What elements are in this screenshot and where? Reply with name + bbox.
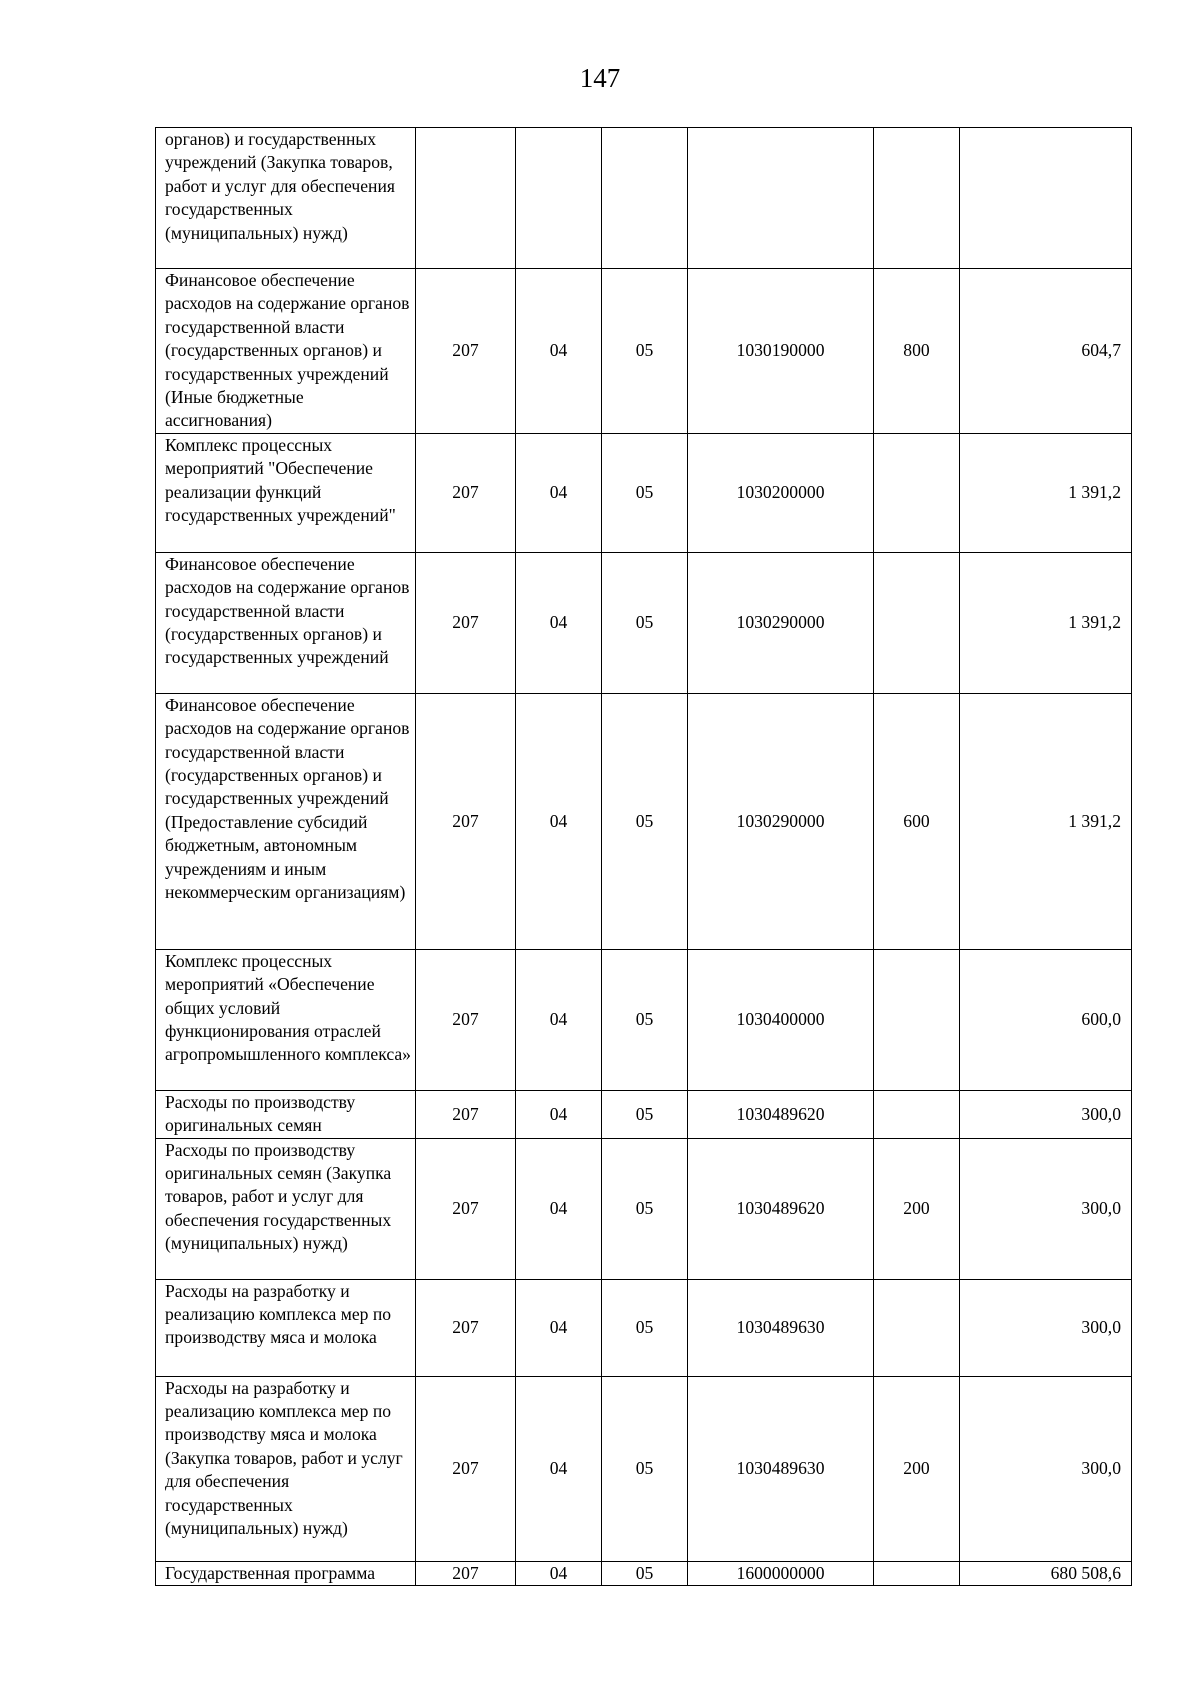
row-description: органов) и государственных учреждений (Закупка товаров, работ и услуг для обеспечения государственных (муниципальных) нужд) <box>156 128 416 269</box>
expense-type-code <box>874 1090 960 1138</box>
row-description: Расходы на разработку и реализацию комплекса мер по производству мяса и молока <box>156 1279 416 1376</box>
target-article-code: 1030290000 <box>688 693 874 949</box>
ministry-code: 207 <box>416 693 516 949</box>
target-article-code: 1030290000 <box>688 552 874 693</box>
subsection-code: 05 <box>602 433 688 552</box>
table-row <box>156 1279 1132 1376</box>
subsection-code: 05 <box>602 269 688 434</box>
section-code: 04 <box>516 433 602 552</box>
row-description: Финансовое обеспечение расходов на содержание органов государственной власти (государственных органов) и государственных учреждений <box>156 552 416 693</box>
subsection-code: 05 <box>602 552 688 693</box>
table-row <box>156 1090 1132 1138</box>
amount-value: 300,0 <box>960 1138 1132 1279</box>
amount-value: 600,0 <box>960 949 1132 1090</box>
section-code <box>516 128 602 269</box>
expense-type-code <box>874 1279 960 1376</box>
expense-type-code <box>874 433 960 552</box>
amount-value: 300,0 <box>960 1090 1132 1138</box>
table-row <box>156 552 1132 693</box>
table-row <box>156 693 1132 949</box>
target-article-code: 1030489620 <box>688 1138 874 1279</box>
amount-value: 1 391,2 <box>960 693 1132 949</box>
budget-table <box>155 127 1132 1586</box>
ministry-code: 207 <box>416 1376 516 1561</box>
section-code: 04 <box>516 693 602 949</box>
ministry-code <box>416 128 516 269</box>
table-row <box>156 433 1132 552</box>
amount-value: 1 391,2 <box>960 552 1132 693</box>
target-article-code: 1030200000 <box>688 433 874 552</box>
target-article-code <box>688 128 874 269</box>
section-code: 04 <box>516 1279 602 1376</box>
row-description: Финансовое обеспечение расходов на содержание органов государственной власти (государственных органов) и государственных учреждений (Иные бюджетные ассигнования) <box>156 269 416 434</box>
row-description: Расходы на разработку и реализацию комплекса мер по производству мяса и молока (Закупка товаров, работ и услуг для обеспечения государственных (муниципальных) нужд) <box>156 1376 416 1561</box>
section-code: 04 <box>516 949 602 1090</box>
target-article-code: 1030190000 <box>688 269 874 434</box>
subsection-code: 05 <box>602 1090 688 1138</box>
expense-type-code <box>874 949 960 1090</box>
section-code: 04 <box>516 552 602 693</box>
ministry-code: 207 <box>416 269 516 434</box>
target-article-code: 1030489630 <box>688 1279 874 1376</box>
expense-type-code: 200 <box>874 1138 960 1279</box>
row-description: Расходы по производству оригинальных семян <box>156 1090 416 1138</box>
expense-type-code: 200 <box>874 1376 960 1561</box>
expense-type-code: 600 <box>874 693 960 949</box>
ministry-code: 207 <box>416 433 516 552</box>
ministry-code: 207 <box>416 1138 516 1279</box>
subsection-code: 05 <box>602 1376 688 1561</box>
expense-type-code <box>874 552 960 693</box>
subsection-code: 05 <box>602 1279 688 1376</box>
subsection-code: 05 <box>602 1561 688 1585</box>
ministry-code: 207 <box>416 949 516 1090</box>
target-article-code: 1030489630 <box>688 1376 874 1561</box>
ministry-code: 207 <box>416 1090 516 1138</box>
page-number: 147 <box>579 63 621 93</box>
amount-value: 300,0 <box>960 1376 1132 1561</box>
table-row <box>156 269 1132 434</box>
table-row <box>156 949 1132 1090</box>
amount-value: 300,0 <box>960 1279 1132 1376</box>
section-code: 04 <box>516 1090 602 1138</box>
row-description: Комплекс процессных мероприятий "Обеспечение реализации функций государственных учреждений" <box>156 433 416 552</box>
subsection-code: 05 <box>602 1138 688 1279</box>
section-code: 04 <box>516 1376 602 1561</box>
expense-type-code <box>874 128 960 269</box>
amount-value: 680 508,6 <box>960 1561 1132 1585</box>
table-row <box>156 128 1132 269</box>
row-description: Комплекс процессных мероприятий «Обеспечение общих условий функционирования отраслей агропромышленного комплекса» <box>156 949 416 1090</box>
table-body <box>156 128 1132 1586</box>
expense-type-code <box>874 1561 960 1585</box>
amount-value <box>960 128 1132 269</box>
ministry-code: 207 <box>416 552 516 693</box>
expense-type-code: 800 <box>874 269 960 434</box>
subsection-code: 05 <box>602 693 688 949</box>
subsection-code <box>602 128 688 269</box>
row-description: Государственная программа <box>156 1561 416 1585</box>
section-code: 04 <box>516 269 602 434</box>
target-article-code: 1600000000 <box>688 1561 874 1585</box>
table-row <box>156 1376 1132 1561</box>
section-code: 04 <box>516 1561 602 1585</box>
target-article-code: 1030400000 <box>688 949 874 1090</box>
row-description: Расходы по производству оригинальных семян (Закупка товаров, работ и услуг для обеспечения государственных (муниципальных) нужд) <box>156 1138 416 1279</box>
amount-value: 1 391,2 <box>960 433 1132 552</box>
ministry-code: 207 <box>416 1279 516 1376</box>
row-description: Финансовое обеспечение расходов на содержание органов государственной власти (государственных органов) и государственных учреждений (Предоставление субсидий бюджетным, автономным учреждениям и иным некоммерческим организациям) <box>156 693 416 949</box>
ministry-code: 207 <box>416 1561 516 1585</box>
amount-value: 604,7 <box>960 269 1132 434</box>
table-row <box>156 1561 1132 1585</box>
section-code: 04 <box>516 1138 602 1279</box>
target-article-code: 1030489620 <box>688 1090 874 1138</box>
subsection-code: 05 <box>602 949 688 1090</box>
table-row <box>156 1138 1132 1279</box>
